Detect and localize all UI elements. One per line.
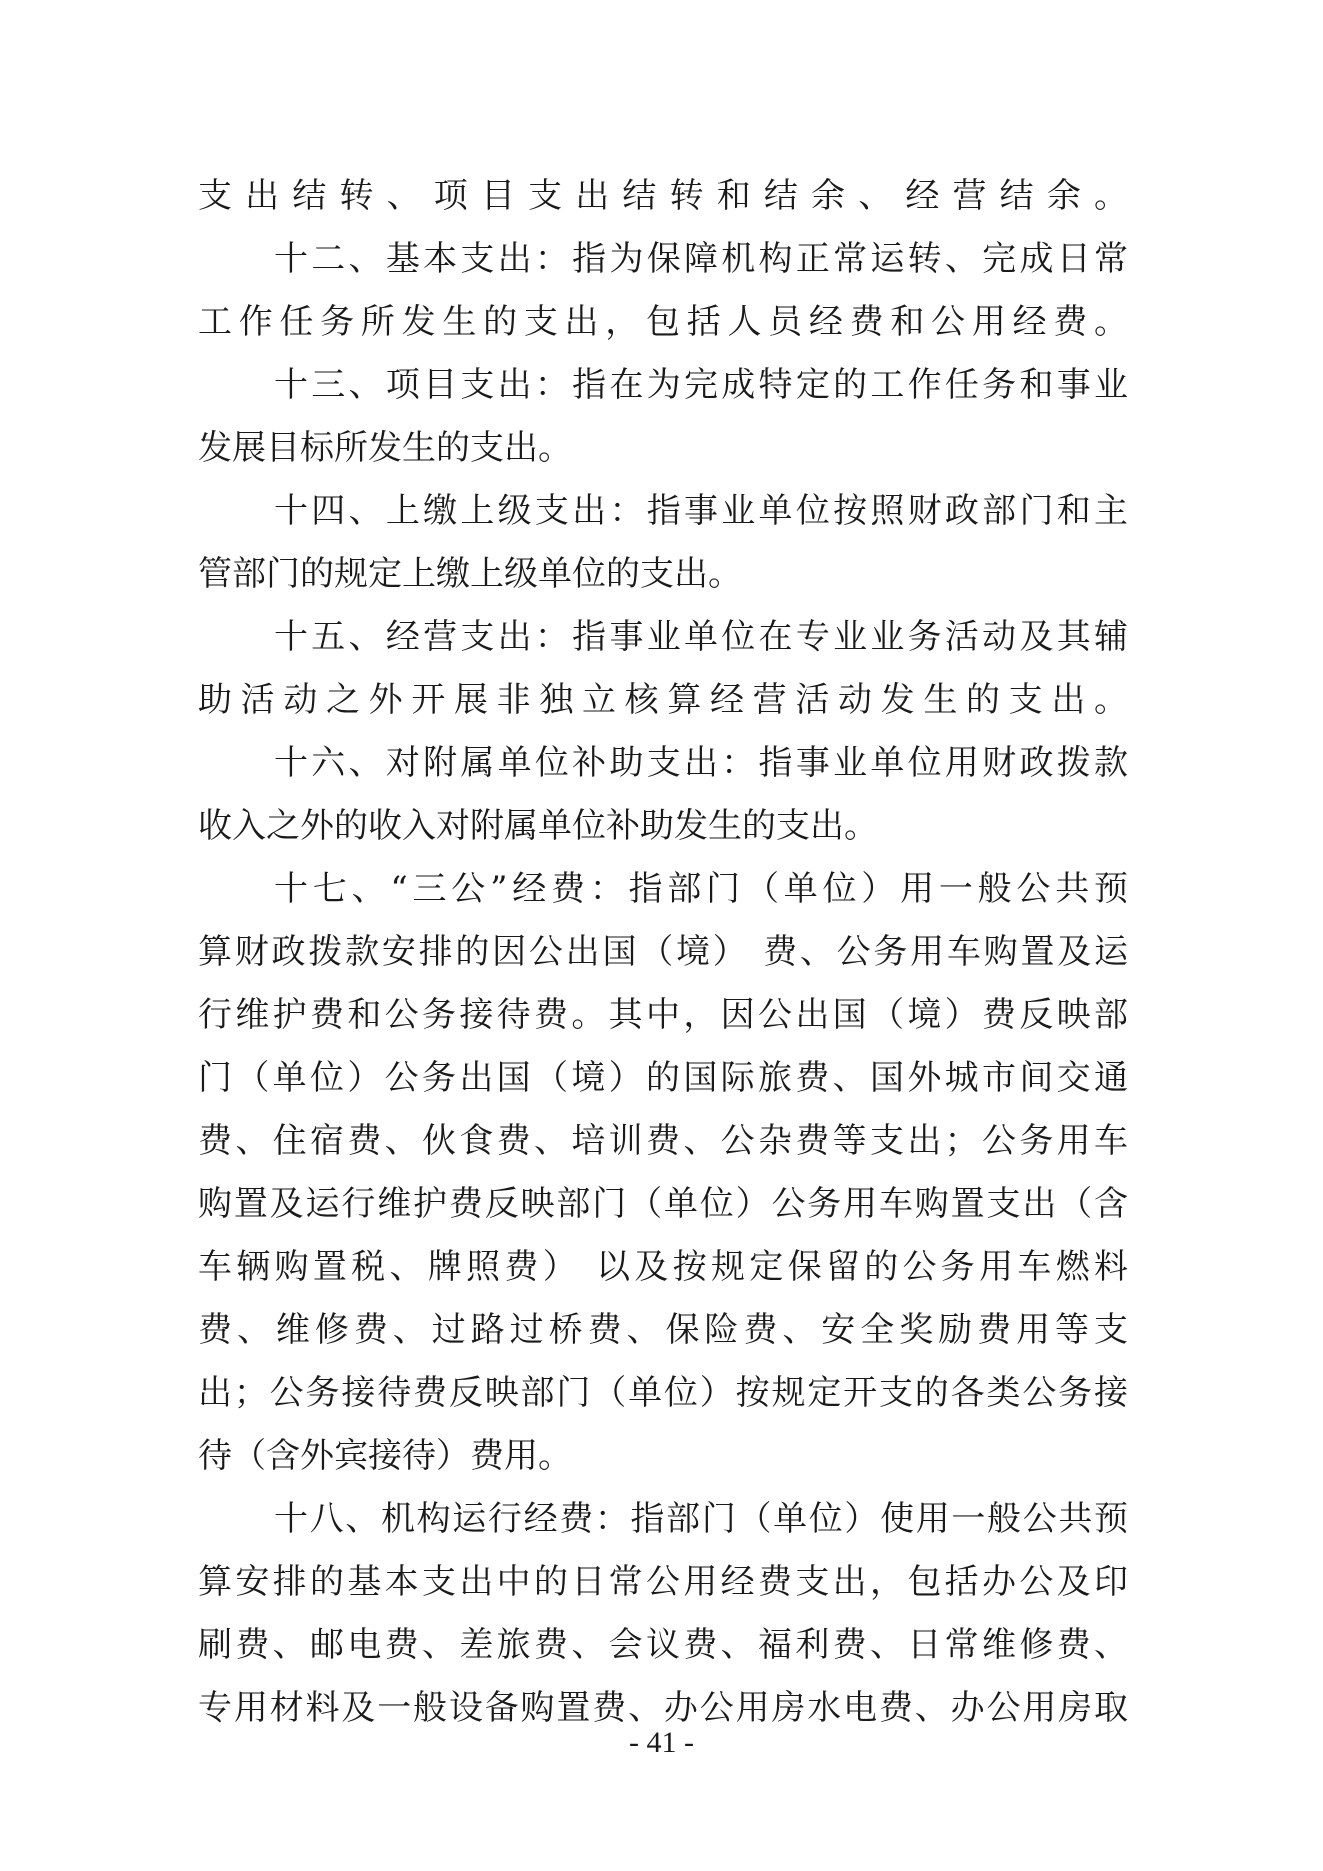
text-line: 十三、项目支出：指在为完成特定的工作任务和事业 <box>274 365 1128 405</box>
text-line: 刷费、邮电费、差旅费、会议费、福利费、日常维修费、 <box>198 1625 1128 1665</box>
text-line: 工作任务所发生的支出，包括人员经费和公用经费。 <box>198 302 1128 342</box>
text-line: 费、住宿费、伙食费、培训费、公杂费等支出；公务用车 <box>198 1121 1128 1161</box>
text-line: 管部门的规定上缴上级单位的支出。 <box>198 554 742 594</box>
text-line: 收入之外的收入对附属单位补助发生的支出。 <box>198 806 878 846</box>
text-line: 十四、上缴上级支出：指事业单位按照财政部门和主 <box>274 491 1128 531</box>
text-line: 车辆购置税、牌照费） 以及按规定保留的公务用车燃料 <box>198 1247 1128 1287</box>
text-line: 十五、经营支出：指事业单位在专业业务活动及其辅 <box>274 617 1128 657</box>
text-line: 算安排的基本支出中的日常公用经费支出，包括办公及印 <box>198 1562 1128 1602</box>
text-line: 十二、基本支出：指为保障机构正常运转、完成日常 <box>274 239 1128 279</box>
text-line: 待（含外宾接待）费用。 <box>198 1436 572 1476</box>
text-line: 算财政拨款安排的因公出国（境） 费、公务用车购置及运 <box>198 932 1128 972</box>
text-line: 专用材料及一般设备购置费、办公用房水电费、办公用房取 <box>198 1688 1128 1728</box>
text-line: 十六、对附属单位补助支出：指事业单位用财政拨款 <box>274 743 1128 783</box>
text-line: 购置及运行维护费反映部门（单位）公务用车购置支出（含 <box>198 1184 1128 1224</box>
text-line: 门（单位）公务出国（境）的国际旅费、国外城市间交通 <box>198 1058 1128 1098</box>
page-number: - 41 - <box>629 1726 694 1759</box>
text-line: 费、维修费、过路过桥费、保险费、安全奖励费用等支 <box>198 1310 1128 1350</box>
text-line: 十八、机构运行经费：指部门（单位）使用一般公共预 <box>274 1499 1128 1539</box>
text-line: 助活动之外开展非独立核算经营活动发生的支出。 <box>198 680 1128 720</box>
text-line: 出；公务接待费反映部门（单位）按规定开支的各类公务接 <box>198 1373 1128 1413</box>
text-line: 行维护费和公务接待费。其中，因公出国（境）费反映部 <box>198 995 1128 1035</box>
text-line: 发展目标所发生的支出。 <box>198 428 572 468</box>
text-line: 支出结转、项目支出结转和结余、经营结余。 <box>198 176 1128 216</box>
text-line: 十七、“三公”经费：指部门（单位）用一般公共预 <box>274 869 1128 909</box>
